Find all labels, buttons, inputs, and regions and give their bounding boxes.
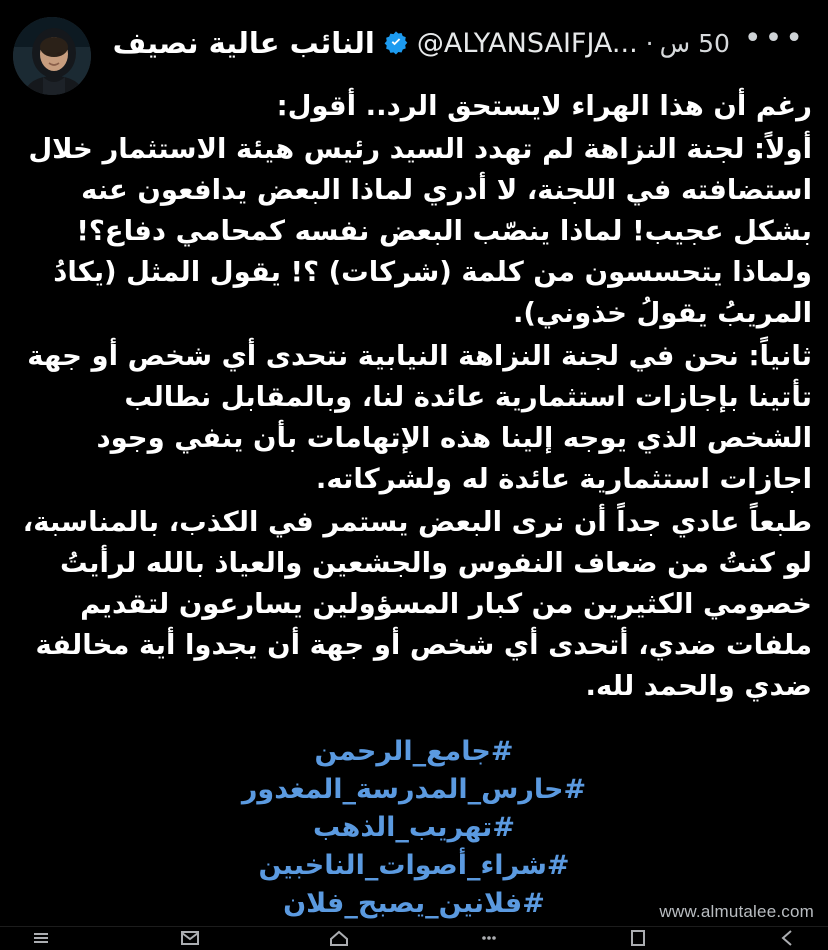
back-icon[interactable] (772, 929, 802, 949)
hashtag-link[interactable]: #حارس_المدرسة_المغدور (241, 774, 587, 805)
post-timestamp: 50 س (659, 28, 730, 58)
hashtag-list (16, 733, 812, 923)
bottom-navigation-bar (0, 926, 828, 950)
post-body (0, 84, 828, 923)
dots-icon[interactable] (474, 929, 504, 949)
hashtag-link[interactable]: #تهريب_الذهب (313, 812, 515, 843)
verified-badge-icon (383, 30, 409, 56)
avatar[interactable] (10, 14, 94, 98)
hashtag-link[interactable]: #شراء_أصوات_الناخبين (258, 850, 570, 881)
post-paragraph: ثانياً: نحن في لجنة النزاهة النيابية نتحدى أي شخص أو جهة تأتينا بإجازات استثمارية عائدة لنا، وبالمقابل نطالب الشخص الذي يوجه إلينا هذه الإتهامات بأن ينفي وجود اجازات استثمارية عائدة له ولشركاته. (27, 340, 812, 495)
post-paragraph: رغم أن هذا الهراء لايستحق الرد.. أقول: (276, 90, 812, 122)
author-handle[interactable]: @ALYANSAIFJA... (416, 27, 638, 59)
author-identity (98, 14, 730, 60)
more-options-button[interactable]: ••• (743, 21, 806, 56)
post-paragraph: أولاً: لجنة النزاهة لم تهدد السيد رئيس هيئة الاستثمار خلال استضافته في اللجنة، لا أدري لماذا البعض يدافعون عنه بشكل عجيب! لماذا ينصّب البعض نفسه كمحامي دفاع؟! ولماذا يتحسسون من كلمة (شركات) ؟! يقول المثل (يكادُ المريبُ يقولُ خذوني). (28, 133, 812, 329)
hashtag-link[interactable]: #فلانين_يصبح_فلان (283, 888, 545, 919)
mail-icon[interactable] (175, 929, 205, 949)
home-icon[interactable] (324, 929, 354, 949)
post-header (0, 0, 828, 84)
menu-icon[interactable] (26, 929, 56, 949)
post-paragraph: طبعاً عادي جداً أن نرى البعض يستمر في الكذب، بالمناسبة، لو كنتُ من ضعاف النفوس والجشعين والعياذ بالله لرأيتُ خصومي الكثيرين من كبار المسؤولين يسارعون لتقديم ملفات ضدي، أتحدى أي شخص أو جهة أن يجدوا أية مخالفة ضدي والحمد لله. (22, 506, 812, 702)
avatar-image (13, 17, 91, 95)
hashtag-link[interactable]: #جامع_الرحمن (314, 736, 514, 767)
meta-separator: · (645, 28, 654, 58)
note-icon[interactable] (623, 929, 653, 949)
watermark-text: www.almutalee.com (659, 902, 814, 921)
author-display-name[interactable]: النائب عالية نصيف (112, 26, 375, 60)
